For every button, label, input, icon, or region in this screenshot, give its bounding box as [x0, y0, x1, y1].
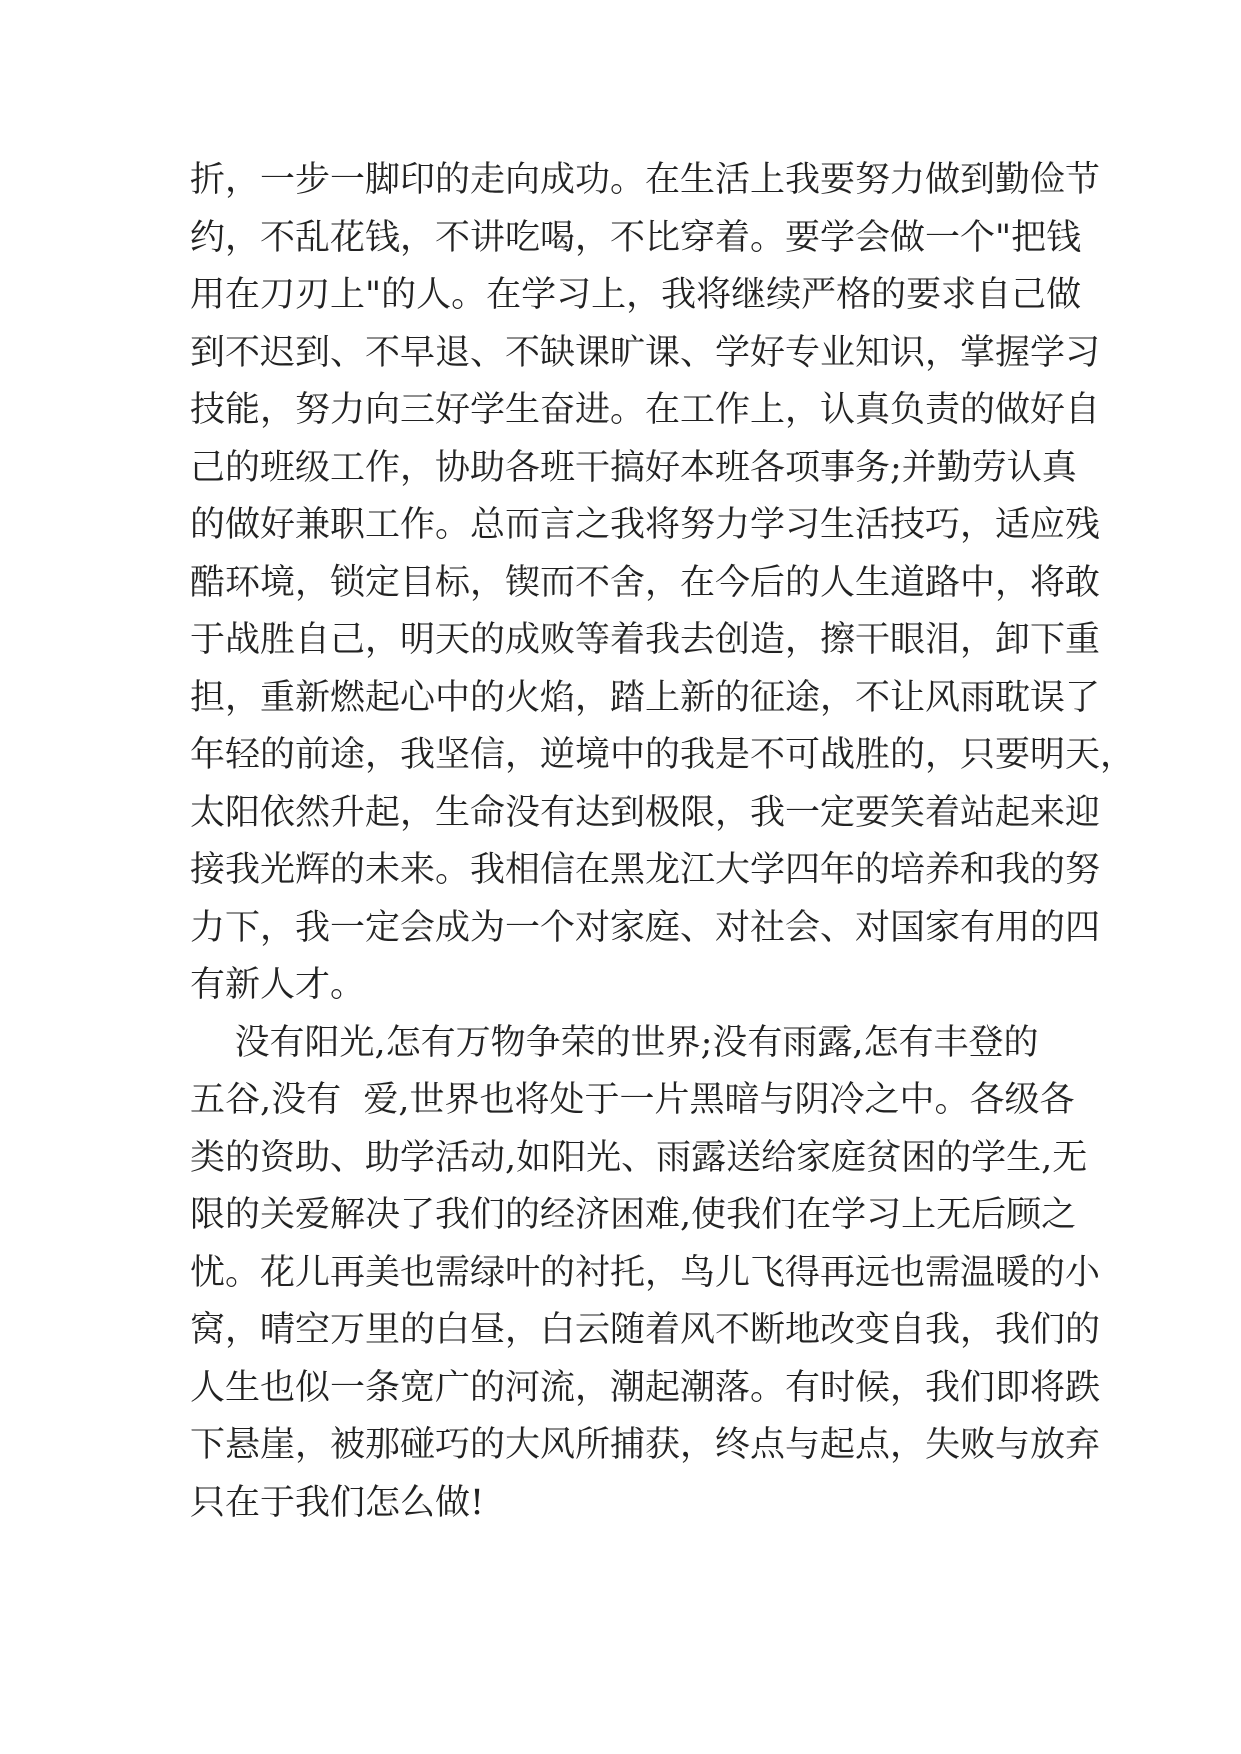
text-line: 折，一步一脚印的走向成功。在生活上我要努力做到勤俭节: [190, 160, 1101, 200]
text-line: 到不迟到、不早退、不缺课旷课、学好专业知识，掌握学习: [190, 332, 1101, 373]
text-line: 酷环境，锁定目标，锲而不舍，在今后的人生道路中，将敢: [190, 562, 1101, 603]
text-line: 用在刀刃上"的人。在学习上，我将继续严格的要求自己做: [190, 275, 1082, 315]
text-line: 类的资助、助学活动,如阳光、雨露送给家庭贫困的学生,无: [190, 1137, 1088, 1178]
text-line: 约，不乱花钱，不讲吃喝，不比穿着。要学会做一个"把钱: [190, 217, 1082, 258]
text-line: 窝，晴空万里的白昼，白云随着风不断地改变自我，我们的: [190, 1310, 1101, 1350]
text-line: 忧。花儿再美也需绿叶的衬托，鸟儿飞得再远也需温暖的小: [190, 1252, 1101, 1293]
text-line: 人生也似一条宽广的河流，潮起潮落。有时候，我们即将跌: [190, 1367, 1101, 1408]
text-line: 太阳依然升起，生命没有达到极限，我一定要笑着站起来迎: [190, 792, 1101, 833]
text-line: 只在于我们怎么做!: [190, 1482, 485, 1523]
text-line: 的做好兼职工作。总而言之我将努力学习生活技巧，适应残: [190, 505, 1101, 545]
text-line: 有新人才。: [190, 965, 366, 1005]
body-text: [190, 152, 1136, 1532]
text-line: 技能，努力向三好学生奋进。在工作上，认真负责的做好自: [190, 390, 1101, 430]
text-line: 年轻的前途，我坚信，逆境中的我是不可战胜的，只要明天，: [190, 735, 1136, 775]
text-line: 五谷,没有 爱,世界也将处于一片黑暗与阴冷之中。各级各: [190, 1080, 1075, 1120]
text-line: 于战胜自己，明天的成败等着我去创造，擦干眼泪，卸下重: [190, 620, 1101, 660]
text-line: 限的关爱解决了我们的经济困难,使我们在学习上无后顾之: [190, 1195, 1077, 1235]
text-line: 担，重新燃起心中的火焰，踏上新的征途，不让风雨耽误了: [190, 677, 1101, 718]
text-line: 接我光辉的未来。我相信在黑龙江大学四年的培养和我的努: [190, 850, 1101, 890]
text-line: 没有阳光,怎有万物争荣的世界;没有雨露,怎有丰登的: [190, 1022, 1039, 1063]
text-line: 下悬崖，被那碰巧的大风所捕获，终点与起点，失败与放弃: [190, 1425, 1101, 1465]
text-line: 力下，我一定会成为一个对家庭、对社会、对国家有用的四: [190, 907, 1101, 948]
text-line: 己的班级工作，协助各班干搞好本班各项事务;并勤劳认真: [190, 447, 1077, 488]
